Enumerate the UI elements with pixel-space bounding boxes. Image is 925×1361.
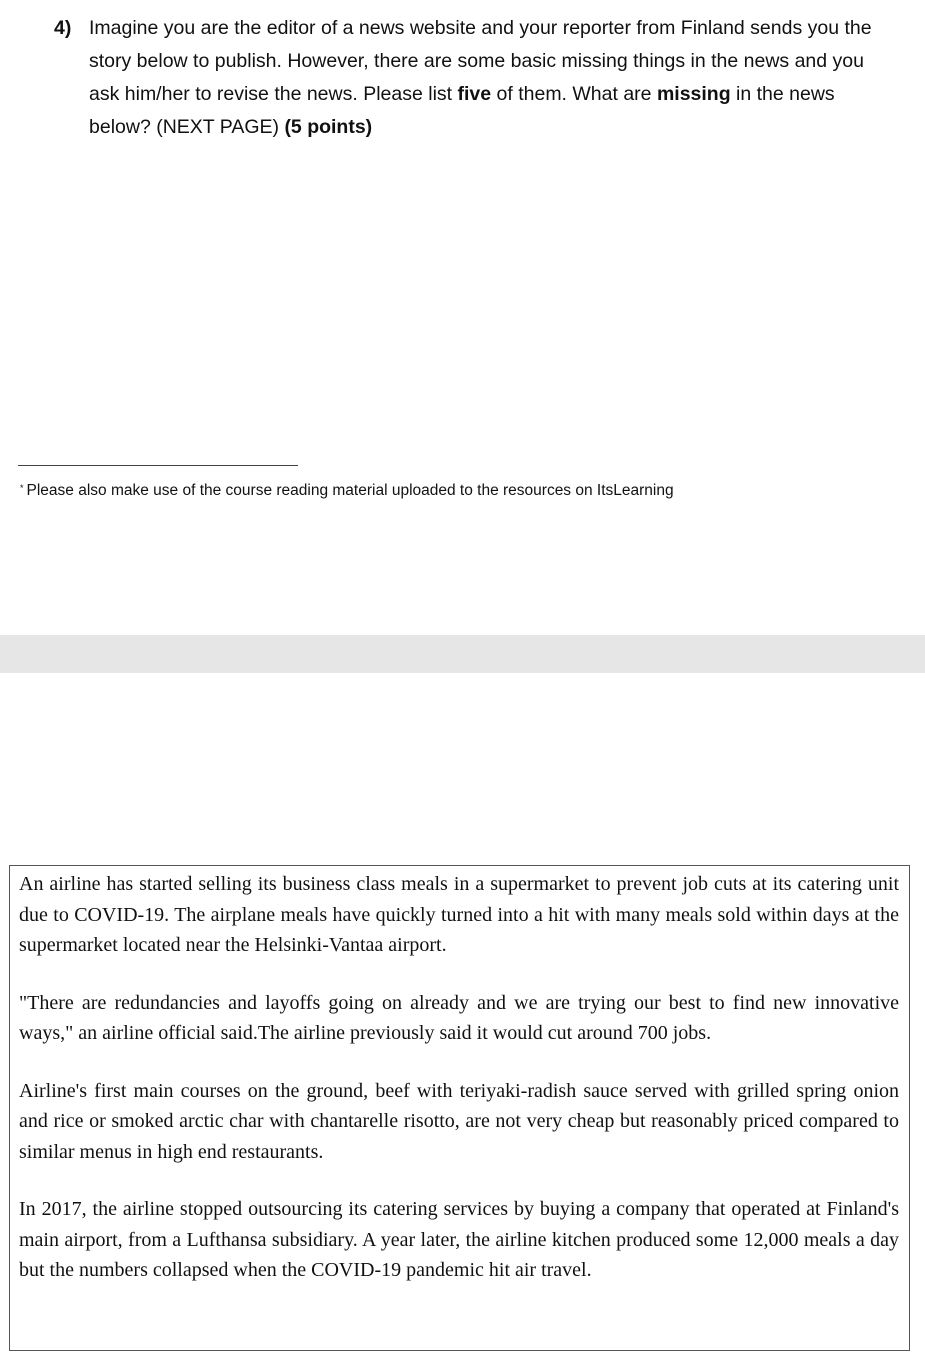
footnote [20,480,674,502]
footnote-text: Please also make use of the course reading material uploaded to the resources on ItsLearning [26,482,674,499]
question-text-part2: of them. What are [491,83,657,105]
page-break-gap [0,635,925,673]
news-paragraph-3: Airline's first main courses on the ground, beef with teriyaki-radish sauce served with grilled spring onion and rice or smoked arctic char with chantarelle risotto, are not very cheap but reasonably priced compared to similar menus in high end restaurants. [19,1079,899,1163]
question-bold-five: five [457,83,492,105]
question-text-part3: in the news below? (NEXT PAGE) [89,83,835,138]
question-number: 4) [54,17,72,39]
news-paragraph-2: "There are redundancies and layoffs going on already and we are trying our best to find new innovative ways," an airline official said.The airline previously said it would cut around 700 jobs. [19,991,899,1044]
question-bold-missing: missing [656,83,731,105]
question-block [54,12,894,144]
question-text [89,12,894,144]
question-points: (5 points) [284,116,373,138]
news-article-box [9,865,910,1351]
news-paragraph-4: In 2017, the airline stopped outsourcing its catering services by buying a company that operated at Finland's main airport, from a Lufthansa subsidiary. A year later, the airline kitchen produced some 12,000 meals a day but the numbers collapsed when the COVID-19 pandemic hit air travel. [19,1198,899,1281]
question-text-part1: Imagine you are the editor of a news website and your reporter from Finland sends you the story below to publish. However, there are some basic missing things in the news and you ask him/her to revise the news. Please list [89,17,872,105]
footnote-marker: * [20,483,24,493]
footnote-divider [18,465,298,466]
news-paragraph-1: An airline has started selling its business class meals in a supermarket to prevent job cuts at its catering unit due to COVID-19. The airplane meals have quickly turned into a hit with many meals sold within days at the supermarket located near the Helsinki-Vantaa airport. [19,873,899,956]
